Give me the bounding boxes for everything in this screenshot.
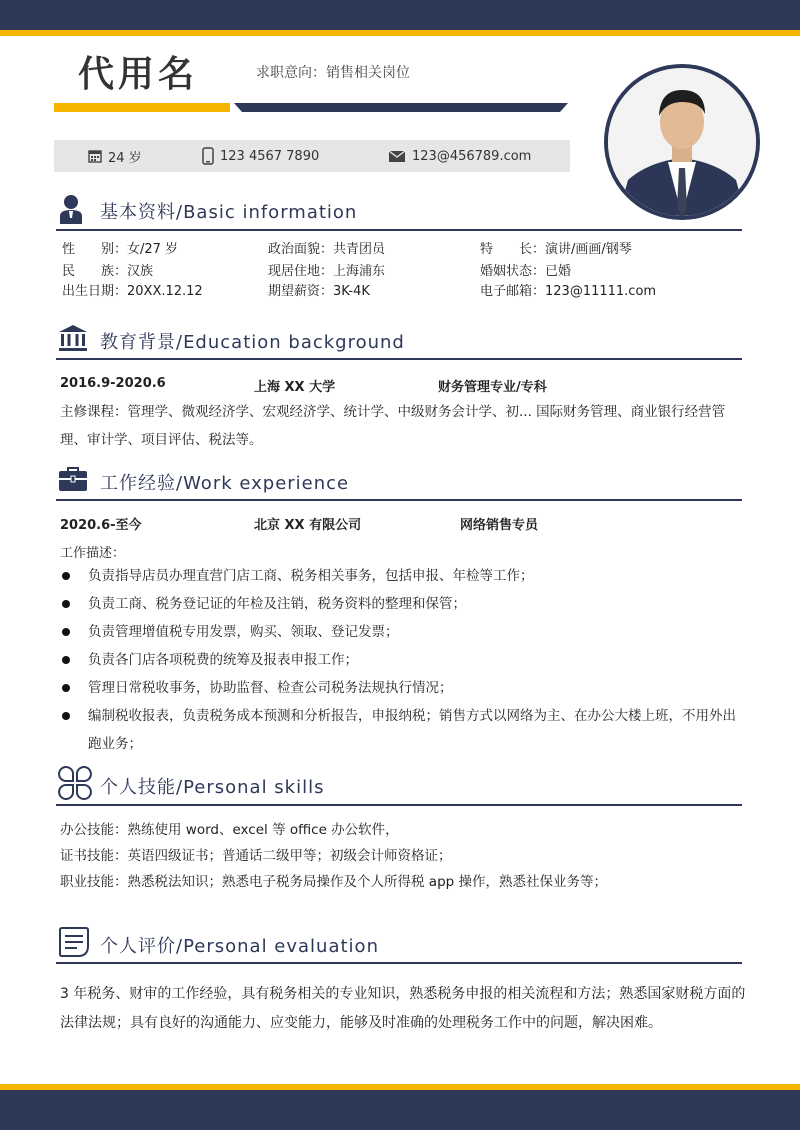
contact-bar (54, 140, 570, 172)
top-band (0, 0, 800, 30)
work-rule (56, 499, 742, 501)
work-desc-label: 工作描述： (60, 546, 126, 561)
calendar-icon (88, 149, 102, 163)
basic-email: 电子邮箱：123@11111.com (480, 284, 657, 299)
candidate-name: 代用名 (78, 54, 199, 95)
evaluation-rule (56, 962, 742, 964)
basic-specialty: 特 长：演讲/画画/钢琴 (480, 242, 632, 257)
email-item (388, 140, 531, 172)
phone-text: 123 4567 7890 (220, 148, 320, 164)
portrait-illustration (608, 68, 756, 216)
top-accent-line (0, 30, 800, 36)
basic-gender: 性 别：女/27 岁 (62, 242, 179, 257)
work-position: 网络销售专员 (460, 518, 539, 533)
age-item (88, 140, 142, 172)
work-duty-item: 负责工商、税务登记证的年检及注销，税务资料的整理和保管； (60, 590, 746, 618)
basic-salary: 期望薪资：3K-4K (268, 284, 370, 299)
person-icon (58, 194, 84, 224)
basic-info-rule (56, 229, 742, 231)
work-duty-item: 负责各门店各项税费的统筹及报表申报工作； (60, 646, 746, 674)
profile-photo (604, 64, 760, 220)
briefcase-icon (58, 466, 88, 492)
education-rule (56, 358, 742, 360)
work-duty-item: 负责指导店员办理直营门店工商、税务相关事务，包括申报、年检等工作； (60, 562, 746, 590)
email-text: 123@456789.com (412, 148, 532, 164)
skill-professional: 职业技能：熟悉税法知识；熟悉电子税务局操作及个人所得税 app 操作，熟悉社保业务等； (60, 874, 607, 890)
basic-birthdate: 出生日期：20XX.12.12 (62, 284, 203, 299)
basic-residence: 现居住地：上海浦东 (268, 264, 386, 279)
header-stripe-navy (234, 103, 568, 112)
document-icon (58, 926, 90, 958)
clover-icon (58, 766, 92, 800)
work-period: 2020.6-至今 (60, 518, 142, 533)
education-period: 2016.9-2020.6 (60, 376, 166, 391)
skills-rule (56, 804, 742, 806)
basic-political: 政治面貌：共青团员 (268, 242, 386, 257)
work-duty-item: 负责管理增值税专用发票，购买、领取、登记发票； (60, 618, 746, 646)
evaluation-title: 个人评价/Personal evaluation (100, 936, 379, 957)
work-company: 北京 XX 有限公司 (254, 518, 362, 533)
mobile-phone-icon (202, 147, 214, 165)
education-courses: 主修课程：管理学、微观经济学、宏观经济学、统计学、中级财务会计学、初... 国际财务管理、商业银行经营管理、审计学、项目评估、税法等。 (60, 404, 726, 448)
basic-marital: 婚姻状态：已婚 (480, 264, 572, 279)
header-stripe-yellow (54, 103, 230, 112)
institution-icon (58, 324, 88, 352)
skill-office: 办公技能：熟练使用 word、excel 等 office 办公软件， (60, 822, 399, 838)
basic-ethnicity: 民 族：汉族 (62, 264, 154, 279)
evaluation-text: 3 年税务、财审的工作经验，具有税务相关的专业知识，熟悉税务申报的相关流程和方法；熟悉国家财税方面的法律法规；具有良好的沟通能力、应变能力，能够及时准确的处理税务工作中的问题，解决困难。 (60, 986, 746, 1031)
age-text: 24 岁 (108, 150, 142, 166)
bottom-band (0, 1090, 800, 1130)
envelope-icon (388, 149, 406, 163)
education-title: 教育背景/Education background (100, 332, 405, 353)
skills-title: 个人技能/Personal skills (100, 777, 325, 798)
skill-certificates: 证书技能：英语四级证书；普通话二级甲等；初级会计师资格证； (60, 848, 452, 864)
work-duty-item: 编制税收报表，负责税务成本预测和分析报告，申报纳税；销售方式以网络为主、在办公大楼上班，不用外出跑业务； (60, 702, 746, 758)
work-title: 工作经验/Work experience (100, 473, 350, 494)
education-major: 财务管理专业/专科 (438, 380, 547, 395)
work-duty-item: 管理日常税收事务，协助监督、检查公司税务法规执行情况； (60, 674, 746, 702)
basic-info-title: 基本资料/Basic information (100, 202, 358, 223)
job-intent: 求职意向：销售相关岗位 (256, 65, 410, 81)
education-school: 上海 XX 大学 (254, 380, 336, 395)
phone-item (202, 140, 319, 172)
